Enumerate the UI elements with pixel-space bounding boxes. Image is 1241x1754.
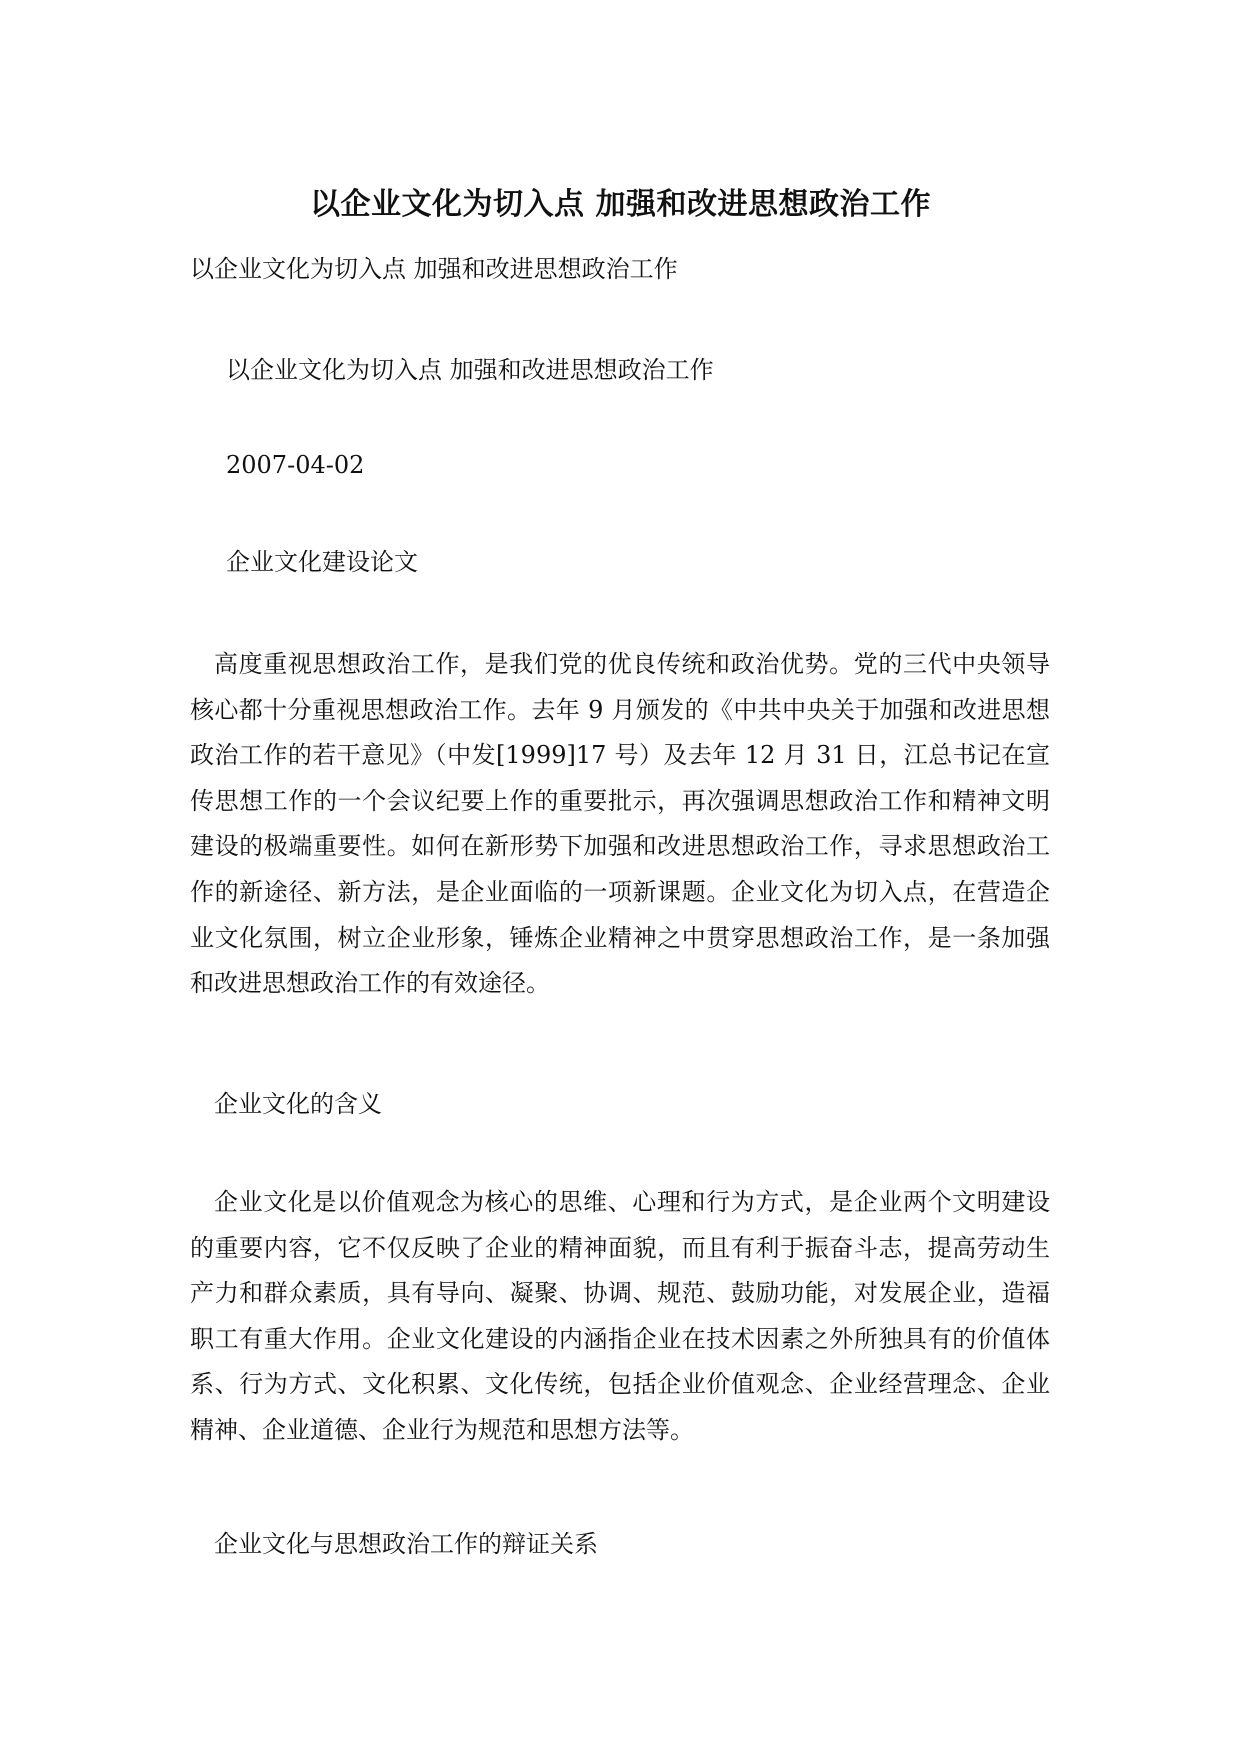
repeat-title: 以企业文化为切入点 加强和改进思想政治工作 — [226, 356, 714, 384]
document-title: 以企业文化为切入点 加强和改进思想政治工作 — [310, 187, 931, 222]
publish-date: 2007-04-02 — [226, 451, 365, 479]
paragraph-meaning: 企业文化是以价值观念为核心的思维、心理和行为方式，是企业两个文明建设的重要内容，它不仅反映了企业的精神面貌，而且有利于振奋斗志，提高劳动生产力和群众素质，具有导向、凝聚、协调、规范、鼓励功能，对发展企业，造福职工有重大作用。企业文化建设的内涵指企业在技术因素之外所独具有的价值体系、行为方式、文化积累、文化传统，包括企业价值观念、企业经营理念、企业精神、企业道德、企业行为规范和思想方法等。 — [190, 1188, 1050, 1444]
section-heading-meaning: 企业文化的含义 — [214, 1090, 382, 1118]
document-subtitle: 以企业文化为切入点 加强和改进思想政治工作 — [190, 255, 678, 283]
category-label: 企业文化建设论文 — [226, 548, 418, 576]
paragraph-intro: 高度重视思想政治工作，是我们党的优良传统和政治优势。党的三代中央领导核心都十分重视思想政治工作。去年 9 月颁发的《中共中央关于加强和改进思想政治工作的若干意见》（中发[1999]17 号）及去年 12 月 31 日，江总书记在宣传思想工作的一个会议纪要上作的重要批示，再次强调思想政治工作和精神文明建设的极端重要性。如何在新形势下加强和改进思想政治工作，寻求思想政治工作的新途径、新方法，是企业面临的一项新课题。企业文化为切入点，在营造企业文化氛围，树立企业形象，锤炼企业精神之中贯穿思想政治工作，是一条加强和改进思想政治工作的有效途径。 — [190, 650, 1050, 998]
section-heading-relation: 企业文化与思想政治工作的辩证关系 — [214, 1530, 598, 1558]
